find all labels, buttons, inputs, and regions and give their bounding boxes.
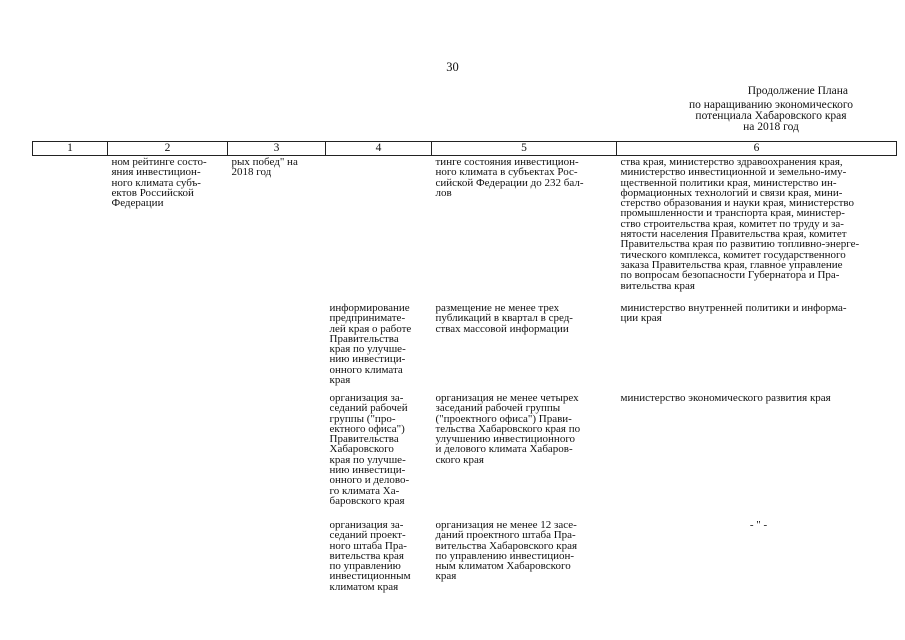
plan-table [32,141,897,600]
table-cell: - " - [749,519,768,531]
table-cell [33,303,108,393]
table-cell: тинге состояния инвестицион- ного климата в субъектах Рос- сийской Федерации до 232 бал- лов [435,156,584,199]
table-row [33,393,897,520]
table-cell: организация не менее 12 засе- даний проектного штаба Пра- вительства Хабаровского края по управлению инвестицион- ным климатом Хабаровского края [435,519,578,583]
continuation-subtitle-line1: по наращиванию экономического [688,99,854,111]
table-cell: министерство внутренней политики и информа- ции края [620,302,847,325]
table-cell: организация за- седаний проект- ного штаба Пра- вительства края по управлению инвестиционным климатом края [329,519,411,593]
continuation-subtitle-line3: на 2018 год [743,121,799,133]
table-cell [33,393,108,520]
column-header-3: 3 [228,142,326,156]
table-cell [108,520,228,600]
page-number: 30 [446,60,459,74]
table-cell [33,520,108,600]
column-header-2: 2 [108,142,228,156]
table-cell [228,520,326,600]
table-cell [326,156,432,304]
table-cell [228,303,326,393]
column-header-6: 6 [617,142,897,156]
table-row [33,156,897,304]
continuation-subtitle-line2: потенциала Хабаровского края [695,110,847,122]
continuation-header [676,86,866,133]
table-cell: организация за- седаний рабочей группы ("про- ектного офиса") Правительства Хабаровского края по улучше- нию инвестици- онного и делово- го климата Ха- баровского края [329,392,410,507]
table-row [33,303,897,393]
table-cell [108,393,228,520]
table-cell: ства края, министерство здравоохранения края, министерство инвестиционной и земельно-иму- щественной политики края, министерство ин- формационных технологий и связи края, мини- стерство образования и науки края, министерство промышленности и транспорта края, министер- ство строительства края, комитет по труду и за- нятости населения Правительства края, комитет Правительства края по развитию топливно-энерге- тического комплекса, комитет государственного заказа Правительства края, главное управление по вопросам безопасности Губернатора и Пра- вительства края [620,156,860,292]
table-cell: размещение не менее трех публикаций в квартал в сред- ствах массовой информации [435,302,573,335]
column-header-1: 1 [33,142,108,156]
table-cell [33,156,108,304]
table-cell: ном рейтинге состо- яния инвестицион- ного климата субъ- ектов Российской Федерации [111,156,207,210]
column-header-4: 4 [326,142,432,156]
continuation-title: Продолжение Плана [747,85,848,97]
table-cell: информирование предпринимате- лей края о работе Правительства края по улучше- нию инвестици- онного климата края [329,302,412,387]
table-cell [228,393,326,520]
table-cell: министерство экономического развития края [620,392,831,404]
table-cell [108,303,228,393]
table-header-row [33,142,897,156]
table-cell: организация не менее четырех заседаний рабочей группы ("проектного офиса") Прави- тельства Хабаровского края по улучшению инвестиционного и делового климата Хабаров- ского края [435,392,581,466]
column-header-5: 5 [432,142,617,156]
table-row [33,520,897,600]
table-cell: рых побед" на 2018 год [231,156,298,179]
